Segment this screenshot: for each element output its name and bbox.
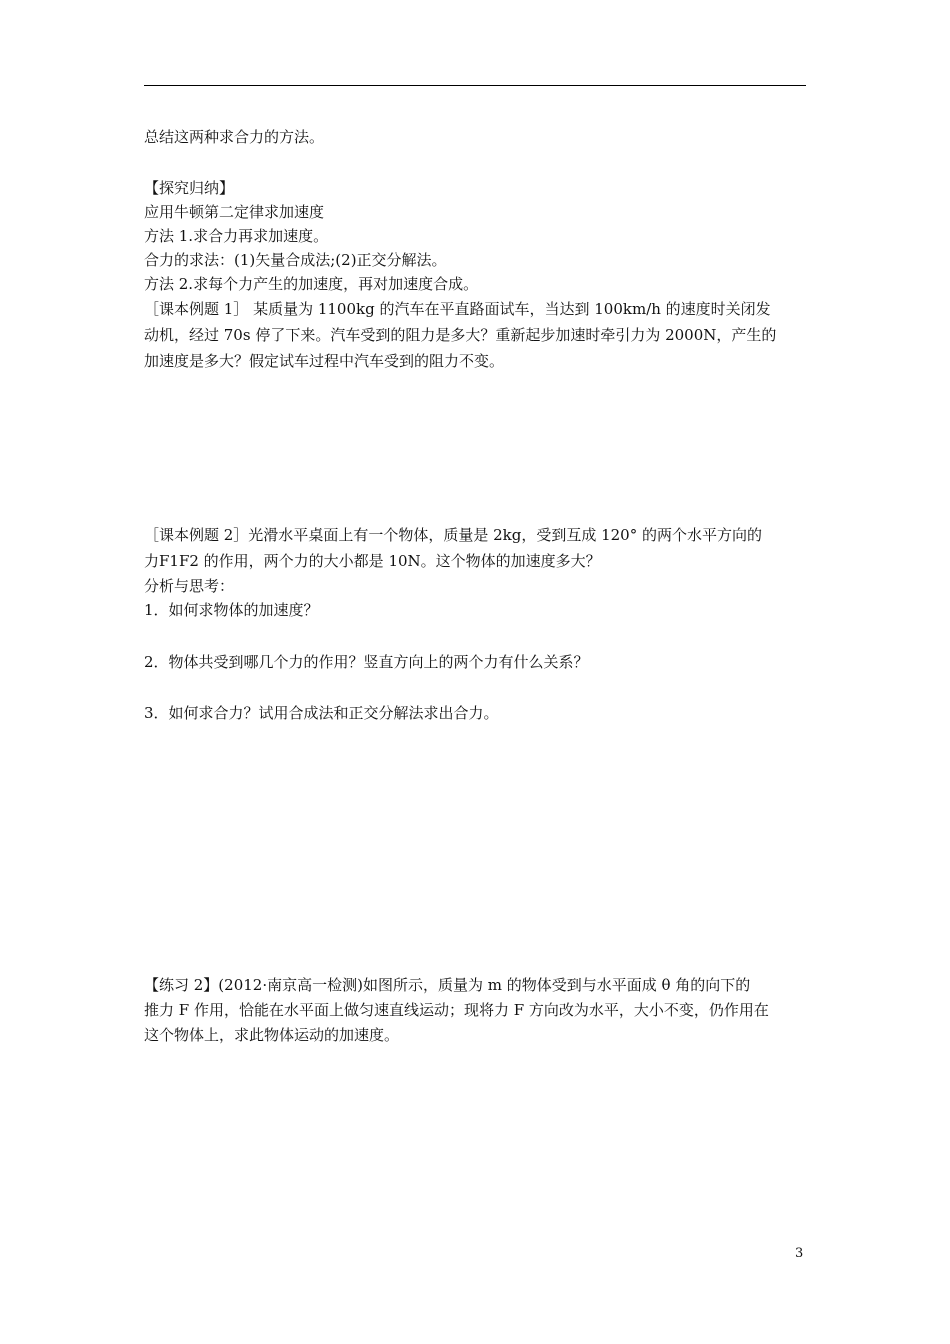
text-line: 合力的求法：(1)矢量合成法;(2)正交分解法。 xyxy=(144,251,447,269)
exercise-2-line: 推力 F 作用，恰能在水平面上做匀速直线运动；现将力 F 方向改为水平，大小不变，仍作用在 xyxy=(144,1001,769,1019)
example-1-line: 加速度是多大？假定试车过程中汽车受到的阻力不变。 xyxy=(144,352,505,370)
text-line: 应用牛顿第二定律求加速度 xyxy=(144,203,325,221)
example-2-line: 力F1F2 的作用，两个力的大小都是 10N。这个物体的加速度多大？ xyxy=(144,552,601,570)
text-line: 总结这两种求合力的方法。 xyxy=(144,128,325,146)
example-1-line: 动机，经过 70s 停了下来。汽车受到的阻力是多大？重新起步加速时牵引力为 2000N，产生的 xyxy=(144,326,777,344)
analysis-heading: 分析与思考： xyxy=(144,577,235,595)
example-2-line: ［课本例题 2］光滑水平桌面上有一个物体，质量是 2kg，受到互成 120° 的两个水平方向的 xyxy=(144,526,762,544)
example-1-line: ［课本例题 1］ 某质量为 1100kg 的汽车在平直路面试车，当达到 100km/h 的速度时关闭发 xyxy=(144,300,771,318)
section-heading: 【探究归纳】 xyxy=(144,179,235,197)
text-line: 方法 2.求每个力产生的加速度，再对加速度合成。 xyxy=(144,275,479,293)
question-3: 3．如何求合力？试用合成法和正交分解法求出合力。 xyxy=(144,704,499,722)
text-line: 方法 1.求合力再求加速度。 xyxy=(144,227,329,245)
question-1: 1．如何求物体的加速度？ xyxy=(144,601,319,619)
exercise-2-line: 这个物体上，求此物体运动的加速度。 xyxy=(144,1026,400,1044)
exercise-2-line: 【练习 2】(2012·南京高一检测)如图所示，质量为 m 的物体受到与水平面成 θ 角的向下的 xyxy=(144,976,751,994)
header-rule xyxy=(144,85,806,86)
question-2: 2．物体共受到哪几个力的作用？竖直方向上的两个力有什么关系？ xyxy=(144,653,589,671)
page-number: 3 xyxy=(795,1246,804,1261)
